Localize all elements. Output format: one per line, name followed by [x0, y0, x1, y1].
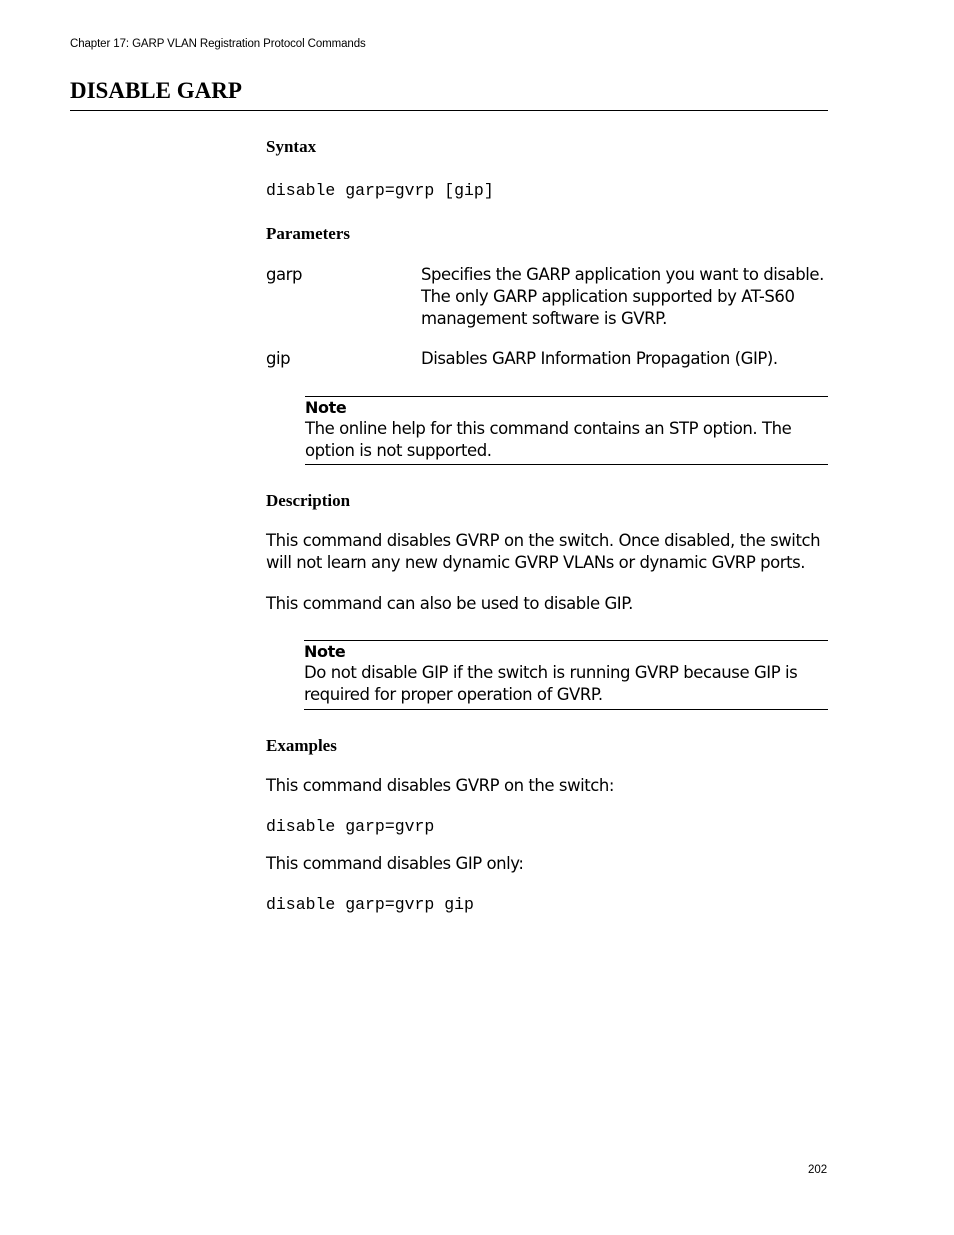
note-text — [305, 418, 828, 464]
note-text — [304, 662, 828, 708]
note-label: Note — [304, 642, 346, 661]
example-text: This command disables GIP only: — [266, 854, 524, 873]
param-name-gip: gip — [266, 349, 291, 368]
note-box-stp — [305, 396, 828, 465]
syntax-heading: Syntax — [266, 137, 317, 156]
note-line: The online help for this command contains an STP option. The — [305, 419, 792, 438]
example-command: disable garp=gvrp gip — [266, 895, 474, 914]
param-desc-line: The only GARP application supported by AT-S60 — [421, 287, 795, 306]
page-title: DISABLE GARP — [70, 78, 242, 103]
syntax-command: disable garp=gvrp [gip] — [266, 181, 494, 200]
page-number: 202 — [808, 1164, 828, 1176]
description-paragraph — [266, 530, 828, 574]
note-line: Do not disable GIP if the switch is running GVRP because GIP is — [304, 663, 798, 682]
note-line: option is not supported. — [305, 441, 492, 460]
param-name-garp: garp — [266, 265, 303, 284]
example-command: disable garp=gvrp — [266, 817, 435, 836]
examples-heading: Examples — [266, 736, 337, 755]
chapter-header: Chapter 17: GARP VLAN Registration Protocol Commands — [70, 38, 366, 50]
note-box-gip — [304, 640, 828, 710]
description-line: will not learn any new dynamic GVRP VLANs or dynamic GVRP ports. — [266, 553, 806, 572]
description-paragraph-gip: This command can also be used to disable GIP. — [266, 594, 633, 613]
note-label: Note — [305, 398, 347, 417]
param-desc-garp — [421, 264, 831, 330]
param-desc-line: Disables GARP Information Propagation (GIP). — [421, 349, 778, 368]
description-heading: Description — [266, 491, 351, 510]
note-line: required for proper operation of GVRP. — [304, 685, 603, 704]
description-line: This command disables GVRP on the switch. Once disabled, the switch — [266, 531, 821, 550]
parameters-heading: Parameters — [266, 224, 351, 243]
param-desc-line: Specifies the GARP application you want to disable. — [421, 265, 824, 284]
title-divider — [70, 110, 828, 111]
example-text: This command disables GVRP on the switch: — [266, 776, 615, 795]
param-desc-line: management software is GVRP. — [421, 309, 667, 328]
param-desc-gip — [421, 348, 831, 370]
